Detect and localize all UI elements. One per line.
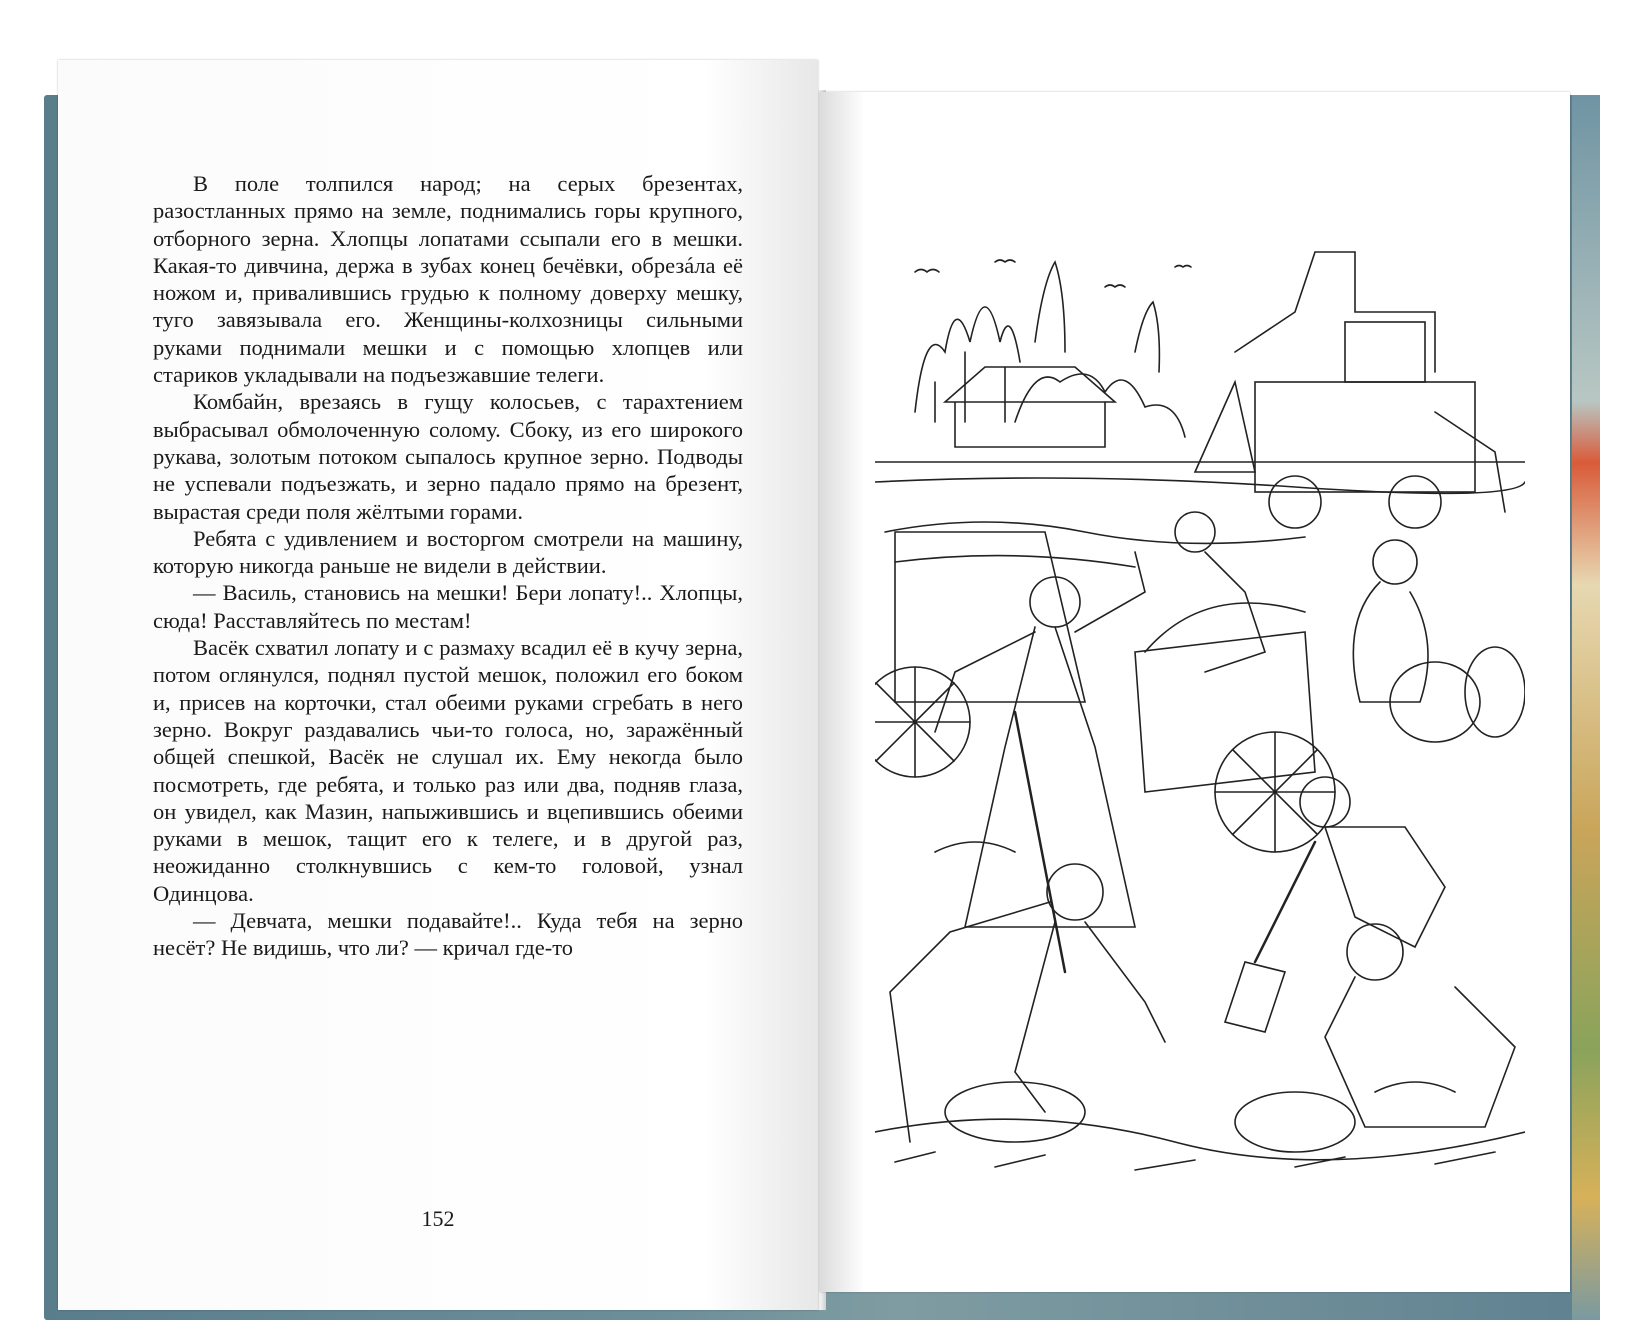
paragraph: — Василь, становись на мешки! Бери лопату!.. Хлопцы, сюда! Расставляйтесь по местам! <box>153 580 743 633</box>
paragraph: В поле толпился народ; на серых брезентах, разостланных прямо на земле, поднимались горы крупного, отборного зерна. Хлопцы лопатами ссыпали его в мешки. Какая-то дивчина, держа в зубах конец бечёвки, обрезáла её ножом и, привалившись грудью к полному доверху мешку, туго завязывала его. Женщины-колхозницы сильными руками поднимали мешки и с помощью хлопцев или стариков укладывали на подъезжавшие телеги. <box>153 171 743 388</box>
paragraph: Васёк схватил лопату и с размаху всадил её в кучу зерна, потом оглянулся, поднял пустой мешок, положил его боком и, присев на корточки, стал обеими руками сгребать в него зерно. Вокруг раздавались чьи-то голоса, но, заражённый общей спешкой, Васёк не слушал их. Ему некогда было посмотреть, где ребята, и только раз или два, подняв глаза, он увидел, как Мазин, напыжившись и вцепившись обеими руками в мешок, тащит его к телеге, и в другой раз, неожиданно столкнувшись с кем-то головой, узнал Одинцова. <box>153 635 743 906</box>
paragraph: — Девчата, мешки подавайте!.. Куда тебя на зерно несёт? Не видишь, что ли? — кричал где-то <box>153 908 743 961</box>
page-text <box>153 170 743 962</box>
paragraph: Ребята с удивлением и восторгом смотрели на машину, которую никогда раньше не видели в действии. <box>153 525 743 579</box>
cover-edge <box>1572 95 1600 1320</box>
right-page <box>820 92 1570 1292</box>
page-number: 152 <box>421 1206 455 1231</box>
open-book <box>40 50 1600 1320</box>
left-page <box>58 60 818 1310</box>
harvest-scene-illustration <box>875 232 1525 1177</box>
paragraph: Комбайн, врезаясь в гущу колосьев, с тарахтением выбрасывал обмолоченную солому. Сбоку, из его широкого рукава, золотым потоком сыпалось крупное зерно. Подводы не успевали подъезжать, и зерно падало прямо на брезент, вырастая среди поля жёлтыми горами. <box>153 389 743 524</box>
